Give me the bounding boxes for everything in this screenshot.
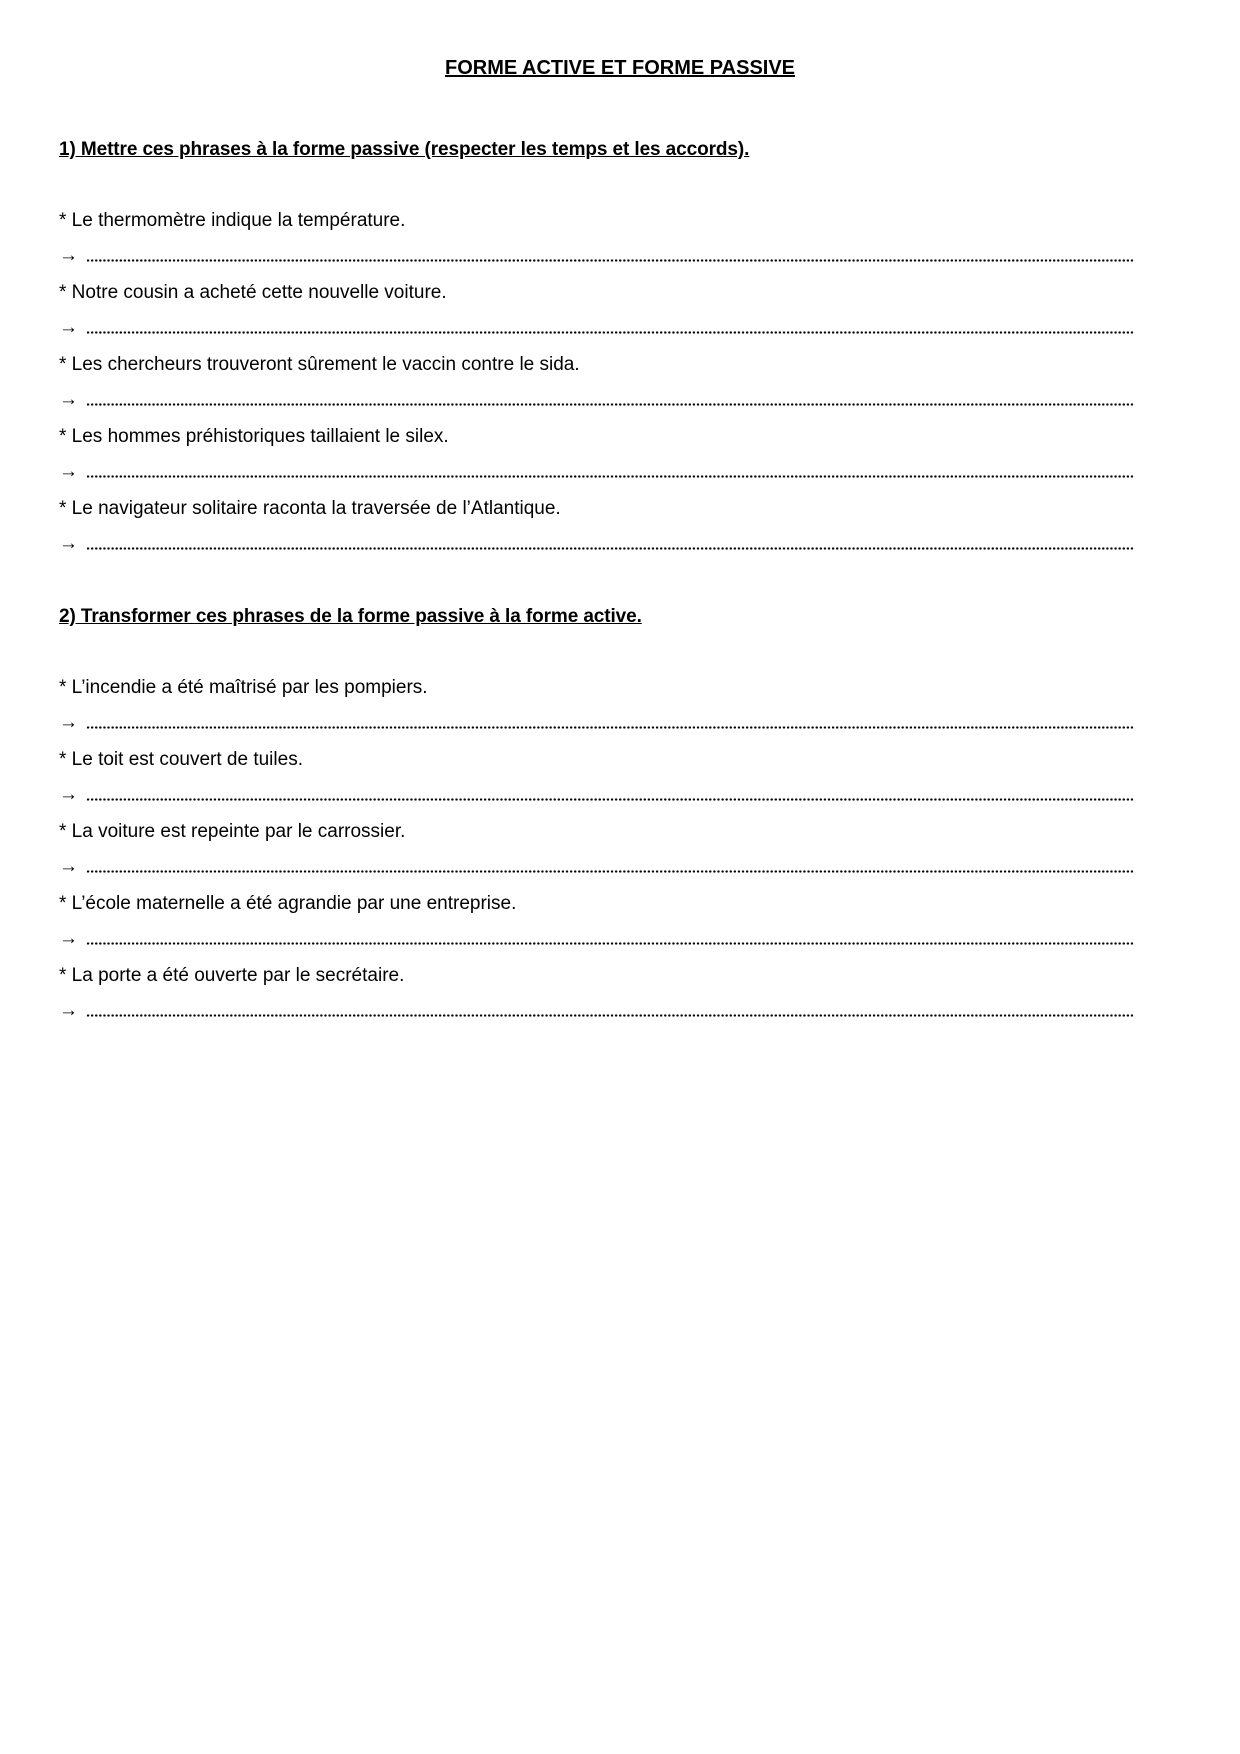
arrow-right-icon: → bbox=[59, 389, 78, 410]
section-1-heading: 1) Mettre ces phrases à la forme passive (respecter les temps et les accords). bbox=[59, 139, 750, 160]
answer-line-2-3[interactable] bbox=[59, 853, 1134, 877]
sentence-1-4: * Les hommes préhistoriques taillaient le silex. bbox=[59, 426, 449, 447]
sentence-1-1: * Le thermomètre indique la température. bbox=[59, 210, 406, 231]
answer-line-2-4[interactable] bbox=[59, 925, 1134, 949]
answer-line-1-2[interactable] bbox=[59, 314, 1134, 338]
answer-line-1-1[interactable] bbox=[59, 242, 1134, 266]
dotted-answer-line bbox=[86, 870, 1134, 873]
dotted-answer-line bbox=[86, 726, 1134, 729]
dotted-answer-line bbox=[86, 403, 1134, 406]
answer-line-1-3[interactable] bbox=[59, 386, 1134, 410]
arrow-right-icon: → bbox=[59, 245, 78, 266]
dotted-answer-line bbox=[86, 1014, 1134, 1017]
page-title: FORME ACTIVE ET FORME PASSIVE bbox=[444, 57, 796, 79]
sentence-1-5: * Le navigateur solitaire raconta la traversée de l’Atlantique. bbox=[59, 498, 561, 519]
arrow-right-icon: → bbox=[59, 856, 78, 877]
answer-line-2-1[interactable] bbox=[59, 709, 1134, 733]
dotted-answer-line bbox=[86, 547, 1134, 550]
dotted-answer-line bbox=[86, 259, 1134, 262]
arrow-right-icon: → bbox=[59, 784, 78, 805]
arrow-right-icon: → bbox=[59, 317, 78, 338]
arrow-right-icon: → bbox=[59, 1000, 78, 1021]
sentence-2-2: * Le toit est couvert de tuiles. bbox=[59, 749, 303, 770]
sentence-2-5: * La porte a été ouverte par le secrétaire. bbox=[59, 965, 405, 986]
answer-line-1-5[interactable] bbox=[59, 530, 1134, 554]
sentence-2-1: * L’incendie a été maîtrisé par les pompiers. bbox=[59, 677, 428, 698]
dotted-answer-line bbox=[86, 475, 1134, 478]
sentence-2-3: * La voiture est repeinte par le carrossier. bbox=[59, 821, 406, 842]
sentence-1-3: * Les chercheurs trouveront sûrement le vaccin contre le sida. bbox=[59, 354, 580, 375]
sentence-2-4: * L’école maternelle a été agrandie par une entreprise. bbox=[59, 893, 517, 914]
arrow-right-icon: → bbox=[59, 461, 78, 482]
sentence-1-2: * Notre cousin a acheté cette nouvelle voiture. bbox=[59, 282, 447, 303]
dotted-answer-line bbox=[86, 331, 1134, 334]
section-2-heading: 2) Transformer ces phrases de la forme passive à la forme active. bbox=[59, 606, 642, 627]
answer-line-2-5[interactable] bbox=[59, 997, 1134, 1021]
answer-line-1-4[interactable] bbox=[59, 458, 1134, 482]
arrow-right-icon: → bbox=[59, 928, 78, 949]
dotted-answer-line bbox=[86, 942, 1134, 945]
dotted-answer-line bbox=[86, 798, 1134, 801]
answer-line-2-2[interactable] bbox=[59, 781, 1134, 805]
arrow-right-icon: → bbox=[59, 712, 78, 733]
arrow-right-icon: → bbox=[59, 533, 78, 554]
